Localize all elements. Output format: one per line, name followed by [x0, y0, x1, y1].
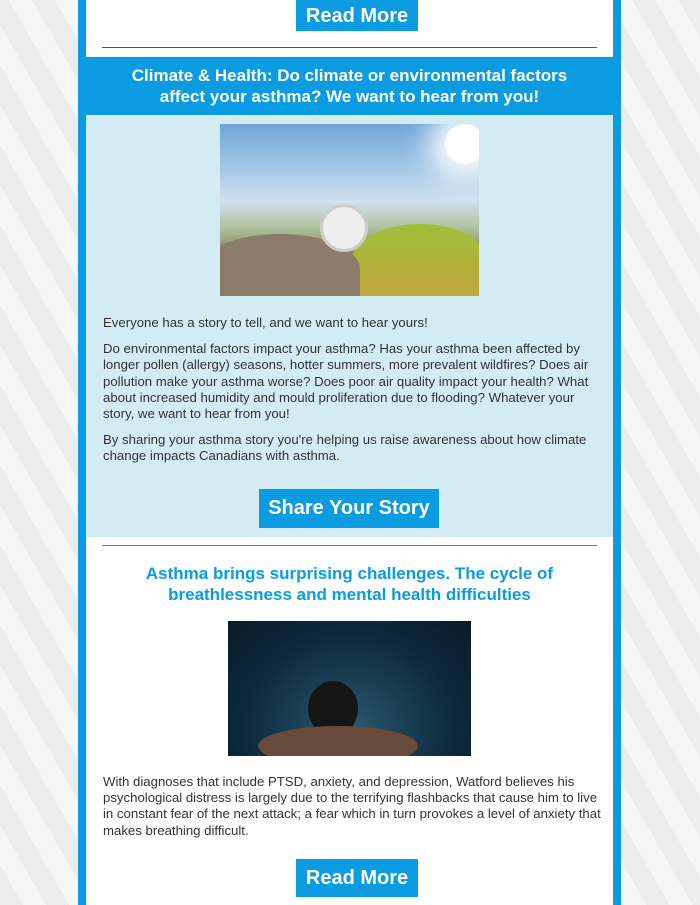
climate-title: Climate & Health: Do climate or environmental factors affect your asthma? We want to hear from you! [131, 66, 568, 106]
article-title: Asthma brings surprising challenges. The cycle of breathlessness and mental health difficulties [145, 564, 554, 604]
paragraph: Everyone has a story to tell, and we want to hear yours! [103, 315, 428, 330]
article-image [228, 621, 471, 756]
divider [102, 545, 597, 546]
article-body: With diagnoses that include PTSD, anxiety, and depression, Watford believes his psychological distress is largely due to the terrifying flashbacks that cause him to live in constant fear of the next attack; a fear which in turn provokes a level of anxiety that makes breathing difficult. [103, 774, 601, 838]
divider [102, 47, 597, 48]
read-more-button-top[interactable]: Read More [296, 0, 418, 31]
climate-section [86, 115, 613, 537]
newsletter-frame [78, 0, 621, 905]
climate-image [220, 124, 479, 296]
climate-text [103, 315, 603, 475]
paragraph: By sharing your asthma story you're helping us raise awareness about how climate change impacts Canadians with asthma. [103, 432, 587, 464]
climate-section-header [86, 57, 613, 115]
newsletter-body [86, 0, 613, 905]
paragraph: Do environmental factors impact your asthma? Has your asthma been affected by longer pollen (allergy) seasons, hotter summers, more prevalent wildfires? Does air pollution make your asthma worse? Does poor air quality impact your health? What about increased humidity and mould proliferation due to flooding? Whatever your story, we want to hear from you! [103, 341, 589, 422]
read-more-button[interactable]: Read More [296, 859, 418, 897]
share-your-story-button[interactable]: Share Your Story [259, 489, 439, 528]
